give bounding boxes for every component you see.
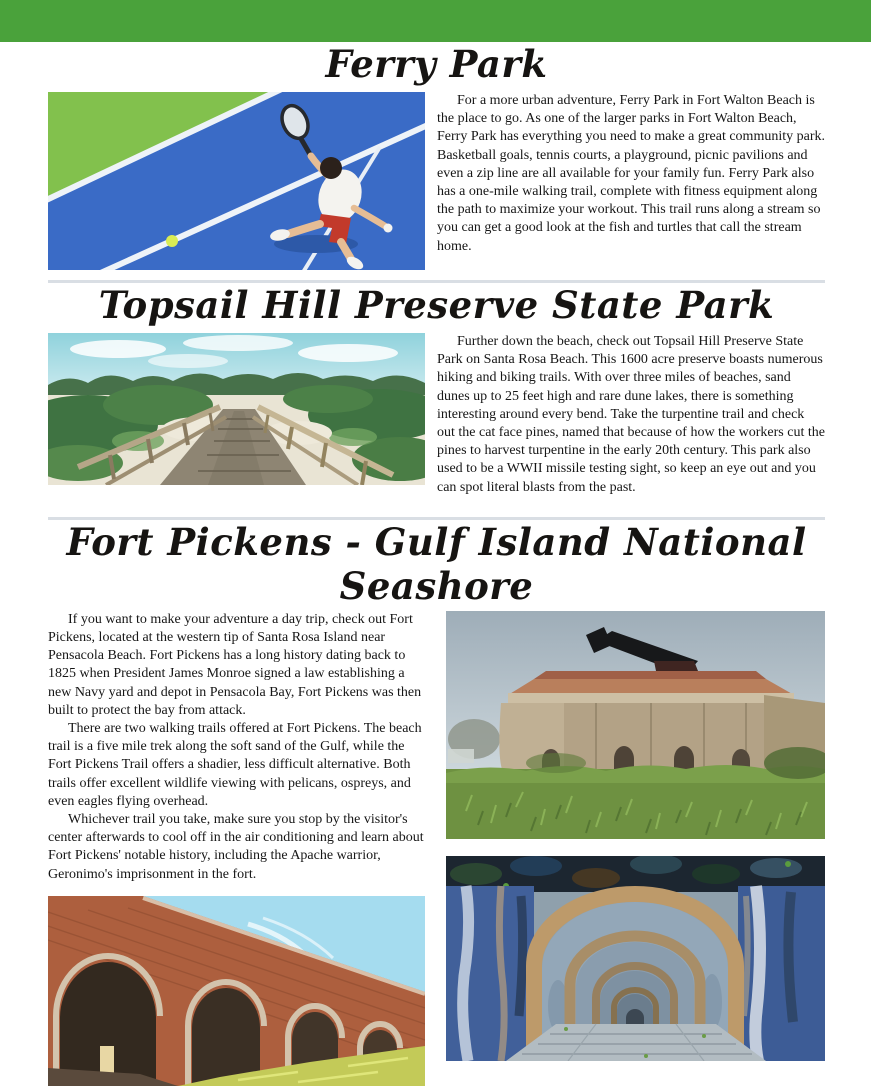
section-heading-ferry-park: Ferry Park <box>325 42 548 86</box>
paragraph: For a more urban adventure, Ferry Park in Fort Walton Beach is the place to go. As one of the larger parks in Fort Walton Beach, Ferry Park has everything you need to make a great community park. Basketball goals, tennis courts, a playground, picnic pavilions and even a zip line are all available for your family fun. Ferry Park also has a one-mile walking trail, complete with fitness equipment along the path to maximize your workout. This trail runs along a stream so you can get a good look at the fish and turtles that call the stream home. <box>437 93 825 254</box>
fort-cannon-photo <box>446 611 825 839</box>
article-body <box>0 42 871 1086</box>
ferry-park-text <box>437 92 825 256</box>
page-top-accent-bar <box>0 0 871 42</box>
fort-arch-corridor-photo <box>446 856 825 1061</box>
fort-pickens-text <box>48 611 425 884</box>
fort-brick-arches-photo <box>48 896 425 1086</box>
section-fort-pickens <box>48 520 825 1086</box>
boardwalk-illustration <box>48 333 425 485</box>
fort-arch-corridor-illustration <box>446 856 825 1061</box>
fort-cannon-illustration <box>446 611 825 839</box>
section-topsail-hill <box>48 283 825 497</box>
paragraph: Further down the beach, check out Topsail Hill Preserve State Park on Santa Rosa Beach. This 1600 acre preserve boasts numerous hiking and biking trails. With over three miles of beaches, sand dunes up to 25 feet high and rare dune lakes, there is something interesting around every bend. Take the turpentine trail and check out the cat face pines, named that because of how the workers cut the pines to harvest turpentine in the early 20th century. This park also used to be a WWII missile testing sight, so keep an eye out and you can spot literal blasts from the past. <box>437 334 825 495</box>
paragraph: There are two walking trails offered at Fort Pickens. The beach trail is a five mile trek along the soft sand of the Gulf, while the Fort Pickens Trail offers a shadier, less difficult alternative. Both trails offer excellent wildlife viewing with pelicans, ospreys, and even eagles flying overhead. <box>48 721 422 809</box>
paragraph: If you want to make your adventure a day trip, check out Fort Pickens, located at the western tip of Santa Rosa Island near Pensacola Beach. Fort Pickens has a long history dating back to 1825 when President James Monroe signed a law establishing a new Navy yard and depot in Pensacola Bay, Fort Pickens was then built to protect the bay from attack. <box>48 611 422 718</box>
tennis-court-illustration <box>48 92 425 270</box>
tennis-court-photo <box>48 92 425 270</box>
topsail-hill-text <box>437 333 825 497</box>
section-ferry-park <box>48 42 825 270</box>
boardwalk-photo <box>48 333 425 485</box>
paragraph: Whichever trail you take, make sure you stop by the visitor's center afterwards to cool off in the air conditioning and learn about Fort Pickens' notable history, including the Apache warrior, Geronimo's imprisonment in the fort. <box>48 812 424 882</box>
section-heading-topsail-hill: Topsail Hill Preserve State Park <box>98 283 775 327</box>
fort-brick-arches-illustration <box>48 896 425 1086</box>
section-heading-fort-pickens: Fort Pickens - Gulf Island National Seashore <box>66 519 807 608</box>
